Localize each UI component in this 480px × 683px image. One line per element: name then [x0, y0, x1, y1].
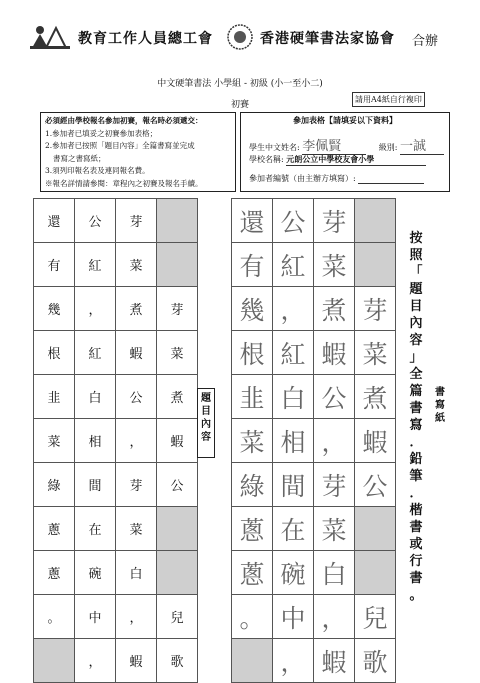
grid-cell	[354, 286, 396, 331]
grid-cell	[33, 330, 75, 375]
grid-cell	[74, 594, 116, 639]
grid-character: 蝦	[170, 435, 184, 450]
grid-cell	[33, 638, 75, 683]
competition-title: 中文硬筆書法 小學組 - 初級 (小一至小二)	[157, 79, 323, 89]
instruction-item: 書寫之書寫紙；	[53, 153, 106, 163]
school-row	[249, 154, 426, 166]
grid-character: 芽	[129, 215, 143, 230]
grid-cell	[231, 286, 273, 331]
id-row	[249, 173, 424, 184]
grid-character: 菜	[47, 435, 61, 450]
grid-cell	[156, 594, 198, 639]
grid-character: 公	[88, 215, 102, 230]
id-field[interactable]	[358, 174, 424, 184]
grid-cell	[33, 242, 75, 287]
grid-cell	[354, 594, 396, 639]
school-label: 學校名稱:	[249, 155, 284, 164]
grid-character: ，	[280, 647, 306, 677]
instruction-char: 全	[409, 367, 423, 382]
grid-cell	[156, 242, 198, 287]
grid-cell	[231, 374, 273, 419]
grid-character: 蝦	[129, 655, 143, 670]
grid-cell	[272, 462, 314, 507]
instruction-item: 3.須列印報名表及連同報名費。	[45, 166, 150, 175]
grid-character: 公	[129, 391, 143, 406]
grid-cell	[33, 594, 75, 639]
grid-cell	[272, 638, 314, 683]
grid-character: 菜	[129, 259, 143, 274]
grid-character: 歌	[362, 647, 388, 677]
grid-cell	[156, 550, 198, 595]
grid-cell	[74, 286, 116, 331]
grid-cell	[156, 462, 198, 507]
grid-cell	[74, 418, 116, 463]
grid-cell	[74, 330, 116, 375]
grid-character: 綠	[239, 471, 265, 501]
instruction-char: 「	[409, 265, 423, 280]
grid-character: 間	[88, 479, 102, 494]
grid-character: 白	[280, 383, 306, 413]
grid-cell	[313, 462, 355, 507]
instruction-char: 內	[409, 316, 423, 331]
instruction-char: 篇	[409, 384, 423, 399]
grid-character: 白	[321, 559, 347, 589]
grid-character: 綠	[47, 479, 61, 494]
grid-cell	[272, 198, 314, 243]
grid-character: 韭	[47, 391, 61, 406]
grid-cell	[354, 198, 396, 243]
grid-character: 根	[239, 339, 265, 369]
instruction-char: 書	[409, 401, 423, 416]
grid-cell	[115, 550, 157, 595]
instruction-char: 書	[409, 520, 423, 535]
grid-character: 煮	[170, 391, 184, 406]
grid-character: ，	[88, 655, 102, 670]
grid-cell	[115, 594, 157, 639]
grid-character: ，	[321, 603, 347, 633]
grid-character: 有	[47, 259, 61, 274]
grid-character: 煮	[362, 383, 388, 413]
grid-cell	[115, 198, 157, 243]
grid-character: 還	[239, 207, 265, 237]
grid-cell	[115, 506, 157, 551]
grid-cell	[231, 330, 273, 375]
grid-cell	[33, 462, 75, 507]
paper-label: 書寫紙	[435, 387, 445, 424]
grid-cell	[354, 418, 396, 463]
organizer-1: 教育工作人員總工會	[78, 31, 213, 47]
grid-character: 中	[280, 603, 306, 633]
instruction-char: 照	[409, 248, 423, 263]
grid-cell	[156, 374, 198, 419]
instructions-box	[40, 112, 236, 192]
instruction-item: ※報名詳情請參閱：章程內之初賽及報名手續。	[45, 178, 203, 188]
grid-cell	[231, 506, 273, 551]
grid-character: 芽	[362, 295, 388, 325]
grid-cell	[74, 506, 116, 551]
grid-cell	[33, 374, 75, 419]
grid-cell	[272, 550, 314, 595]
grid-cell	[33, 550, 75, 595]
grid-character: 煮	[321, 295, 347, 325]
round-title: 初賽	[230, 100, 249, 110]
grid-cell	[313, 418, 355, 463]
grid-character: 兒	[362, 603, 388, 633]
grid-character: 相	[280, 427, 306, 457]
grid-cell	[313, 198, 355, 243]
school-field[interactable]: 元朗公立中學校友會小學	[286, 154, 426, 166]
grid-character: 煮	[129, 303, 143, 318]
grid-cell	[74, 462, 116, 507]
grid-character: 根	[47, 347, 61, 362]
grid-cell	[33, 418, 75, 463]
grid-cell	[115, 462, 157, 507]
instruction-char: 楷	[409, 503, 423, 518]
grid-cell	[33, 286, 75, 331]
grid-character: 紅	[280, 251, 306, 281]
grid-cell	[115, 374, 157, 419]
grid-cell	[354, 638, 396, 683]
grid-character: 公	[280, 207, 306, 237]
grid-cell	[156, 286, 198, 331]
name-label: 學生中文姓名:	[249, 143, 300, 152]
grid-cell	[115, 286, 157, 331]
grid-character: 相	[88, 435, 102, 450]
grid-character: 紅	[280, 339, 306, 369]
grid-cell	[313, 550, 355, 595]
grid-cell	[156, 506, 198, 551]
grid-character: 蝦	[321, 647, 347, 677]
grid-character: 幾	[47, 303, 61, 318]
grid-character: 公	[170, 479, 184, 494]
instruction-char: 容	[409, 333, 423, 348]
grid-cell	[354, 242, 396, 287]
grid-character: 白	[88, 391, 102, 406]
instruction-char: 」	[409, 350, 423, 365]
id-label: 參加者編號（由主辦方填寫）:	[249, 174, 356, 183]
grid-character: 蔥	[47, 523, 61, 538]
grid-character: 幾	[239, 295, 265, 325]
instruction-char: 。	[409, 588, 423, 603]
grid-cell	[74, 550, 116, 595]
association-seal-icon	[226, 22, 254, 52]
grid-character: 蝦	[321, 339, 347, 369]
grid-character: 紅	[88, 259, 102, 274]
grid-cell	[33, 198, 75, 243]
writing-instruction	[404, 230, 428, 604]
grid-character: 菜	[170, 347, 184, 362]
topic-label: 題目內容	[197, 388, 215, 458]
grid-cell	[272, 594, 314, 639]
grid-character: 芽	[129, 479, 143, 494]
grid-character: 歌	[170, 655, 184, 670]
grid-cell	[74, 374, 116, 419]
grid-cell	[272, 242, 314, 287]
grid-cell	[313, 330, 355, 375]
grid-character: 間	[280, 471, 306, 501]
grid-character: 菜	[362, 339, 388, 369]
grid-cell	[231, 594, 273, 639]
grid-character: 紅	[88, 347, 102, 362]
instruction-char: 題	[409, 282, 423, 297]
grid-character: 蔥	[47, 567, 61, 582]
grid-character: 碗	[280, 559, 306, 589]
grid-character: ，	[321, 427, 347, 457]
instruction-char: ．	[409, 486, 423, 501]
grid-character: 公	[321, 383, 347, 413]
instruction-char: 按	[409, 231, 423, 246]
instruction-char: 鉛	[409, 452, 423, 467]
union-logo-icon	[30, 22, 70, 50]
instruction-item: 2.參加者已按照「題目內容」全篇書寫並完成	[45, 141, 195, 150]
grid-cell	[33, 506, 75, 551]
grid-cell	[313, 506, 355, 551]
grid-character: 菜	[321, 515, 347, 545]
instructions-title: 必須經由學校報名參加初賽，報名時必須遞交：	[45, 116, 203, 125]
grid-character: 蔥	[239, 515, 265, 545]
grid-cell	[313, 286, 355, 331]
grid-cell	[272, 286, 314, 331]
grid-character: 中	[88, 611, 102, 626]
grid-cell	[231, 198, 273, 243]
grid-cell	[74, 638, 116, 683]
grid-character: 芽	[170, 303, 184, 318]
print-note: 請用A4紙自行複印	[352, 92, 425, 107]
grid-cell	[115, 418, 157, 463]
grid-cell	[231, 550, 273, 595]
instruction-char: 目	[409, 299, 423, 314]
grid-cell	[354, 330, 396, 375]
instruction-char: 寫	[409, 418, 423, 433]
grid-cell	[231, 462, 273, 507]
grid-character: 白	[129, 567, 143, 582]
grid-cell	[231, 242, 273, 287]
grid-character: 蔥	[239, 559, 265, 589]
form-title: 參加表格【請填妥以下資料】	[293, 115, 397, 125]
grid-cell	[313, 374, 355, 419]
grid-character: 有	[239, 251, 265, 281]
instruction-item: 1.參加者已填妥之初賽參加表格；	[45, 128, 158, 138]
grid-cell	[74, 198, 116, 243]
grid-cell	[231, 418, 273, 463]
joint-organizers-label: 合辦	[412, 34, 439, 49]
grid-cell	[156, 198, 198, 243]
grid-cell	[156, 638, 198, 683]
grid-character: 碗	[88, 567, 102, 582]
grid-character: 在	[88, 523, 102, 538]
grid-cell	[115, 242, 157, 287]
grid-character: 韭	[239, 383, 265, 413]
organizer-2: 香港硬筆書法家協會	[260, 31, 395, 47]
grid-character: 公	[362, 471, 388, 501]
grid-character: 。	[239, 603, 265, 633]
instruction-char: 行	[409, 554, 423, 569]
grid-character: 菜	[239, 427, 265, 457]
instruction-char: ．	[409, 435, 423, 450]
grid-cell	[115, 638, 157, 683]
grid-cell	[156, 418, 198, 463]
instruction-char: 筆	[409, 469, 423, 484]
grid-character: 兒	[170, 611, 184, 626]
grid-character: ，	[280, 295, 306, 325]
grid-character: 菜	[129, 523, 143, 538]
grid-cell	[313, 594, 355, 639]
grid-character: 還	[47, 215, 61, 230]
grid-cell	[354, 374, 396, 419]
grid-cell	[272, 506, 314, 551]
grid-cell	[231, 638, 273, 683]
instruction-char: 或	[409, 537, 423, 552]
grid-character: 菜	[321, 251, 347, 281]
grid-character: ，	[88, 303, 102, 318]
grid-cell	[313, 242, 355, 287]
instruction-char: 書	[409, 571, 423, 586]
grid-cell	[156, 330, 198, 375]
grid-character: 。	[47, 611, 61, 626]
grid-cell	[313, 638, 355, 683]
grid-cell	[354, 506, 396, 551]
class-label: 級別:	[378, 143, 398, 152]
grid-character: 蝦	[129, 347, 143, 362]
name-field[interactable]: 李佩賢	[302, 135, 366, 155]
grid-cell	[354, 550, 396, 595]
grid-character: 蝦	[362, 427, 388, 457]
grid-cell	[272, 374, 314, 419]
grid-character: 芽	[321, 207, 347, 237]
grid-cell	[74, 242, 116, 287]
grid-character: 芽	[321, 471, 347, 501]
grid-character: 在	[280, 515, 306, 545]
grid-cell	[272, 418, 314, 463]
grid-cell	[115, 330, 157, 375]
entry-form	[240, 112, 450, 192]
grid-character: ，	[129, 611, 143, 626]
grid-cell	[354, 462, 396, 507]
name-row	[249, 135, 444, 155]
class-field[interactable]: 一誠	[400, 135, 444, 155]
grid-character: ，	[129, 435, 143, 450]
grid-cell	[272, 330, 314, 375]
